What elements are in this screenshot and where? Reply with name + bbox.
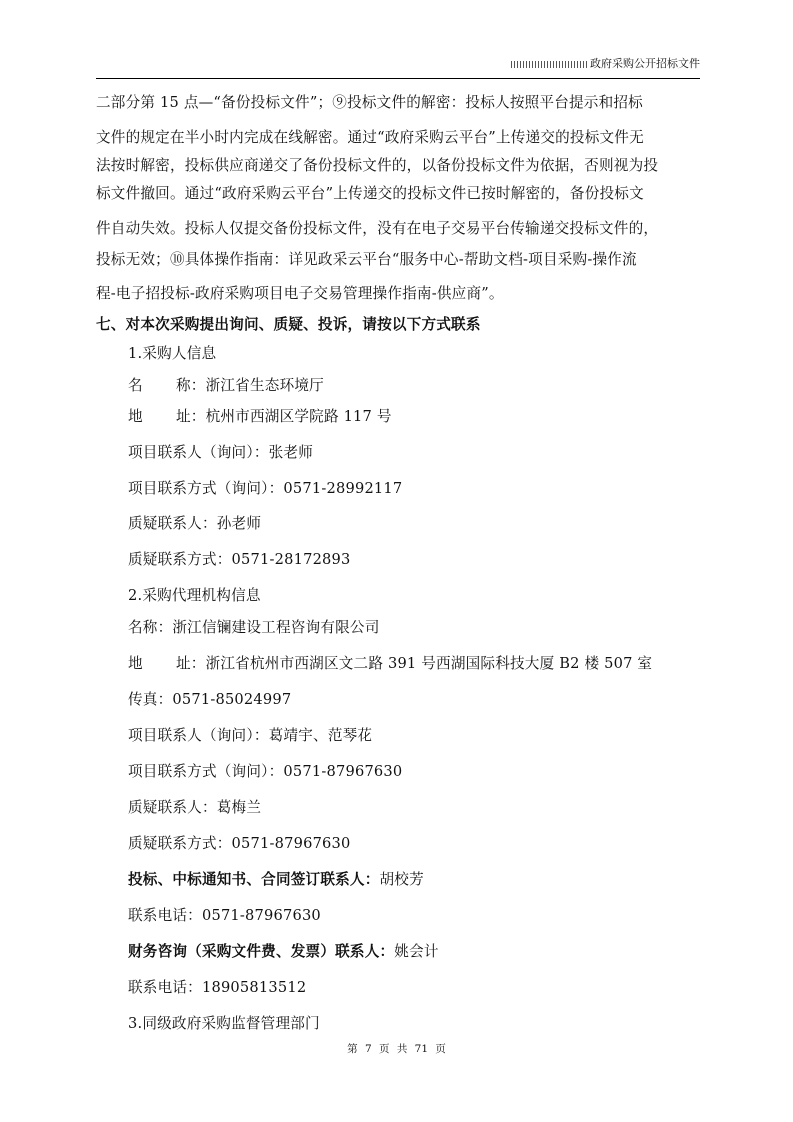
agency-inquiry-contact: 项目联系人（询问）：葛靖宇、范琴花 [128, 727, 373, 744]
body-line-3: 法按时解密，投标供应商递交了备份投标文件的，以备份投标文件为依据，否则视为投 [96, 157, 659, 174]
header-title [511, 56, 700, 72]
page-number: 第 7 页 共 71 页 [347, 1043, 446, 1055]
agency-challenge-contact: 质疑联系人：葛梅兰 [128, 799, 262, 816]
body-line-5: 件自动失效。投标人仅提交备份投标文件，没有在电子交易平台传输递交投标文件的， [96, 220, 659, 237]
page-header [96, 56, 700, 79]
agency-address: 地 址：浙江省杭州市西湖区文二路 391 号西湖国际科技大厦 B2 楼 507 室 [128, 655, 653, 672]
agency-name: 名称：浙江信镧建设工程咨询有限公司 [128, 619, 380, 636]
purchaser-inquiry-contact: 项目联系人（询问）：张老师 [128, 444, 314, 461]
agency-finance-contact: 财务咨询（采购文件费、发票）联系人：姚会计 [128, 943, 439, 960]
agency-heading: 2.采购代理机构信息 [128, 587, 261, 604]
body-line-7: 程-电子招投标-政府采购项目电子交易管理操作指南-供应商”。 [96, 285, 504, 302]
agency-inquiry-phone: 项目联系方式（询问）：0571-87967630 [128, 763, 403, 780]
supervision-heading: 3.同级政府采购监督管理部门 [128, 1015, 320, 1032]
agency-fax: 传真：0571-85024997 [128, 691, 292, 708]
purchaser-challenge-phone: 质疑联系方式：0571-28172893 [128, 551, 351, 568]
purchaser-inquiry-phone: 项目联系方式（询问）：0571-28992117 [128, 480, 403, 497]
body-line-2: 文件的规定在半小时内完成在线解密。通过“政府采购云平台”上传递交的投标文件无 [96, 129, 644, 146]
body-line-6: 投标无效；⑩具体操作指南：详见政采云平台“服务中心-帮助文档-项目采购-操作流 [96, 251, 637, 268]
agency-challenge-phone: 质疑联系方式：0571-87967630 [128, 835, 351, 852]
purchaser-challenge-contact: 质疑联系人：孙老师 [128, 515, 262, 532]
header-decoration [511, 61, 589, 68]
agency-notice-phone: 联系电话：0571-87967630 [128, 907, 321, 924]
header-title-text: 政府采购公开招标文件 [590, 57, 700, 70]
purchaser-heading: 1.采购人信息 [128, 345, 217, 362]
section-heading: 七、对本次采购提出询问、质疑、投诉，请按以下方式联系 [96, 316, 481, 333]
agency-finance-phone: 联系电话：18905813512 [128, 979, 307, 996]
body-line-4: 标文件撤回。通过“政府采购云平台”上传递交的投标文件已按时解密的，备份投标文 [96, 185, 644, 202]
agency-notice-contact: 投标、中标通知书、合同签订联系人：胡校芳 [128, 871, 424, 888]
purchaser-address: 地 址：杭州市西湖区学院路 117 号 [128, 408, 392, 425]
purchaser-name: 名 称：浙江省生态环境厅 [128, 377, 324, 394]
body-line-1: 二部分第 15 点—“备份投标文件”；⑨投标文件的解密：投标人按照平台提示和招标 [96, 94, 643, 111]
